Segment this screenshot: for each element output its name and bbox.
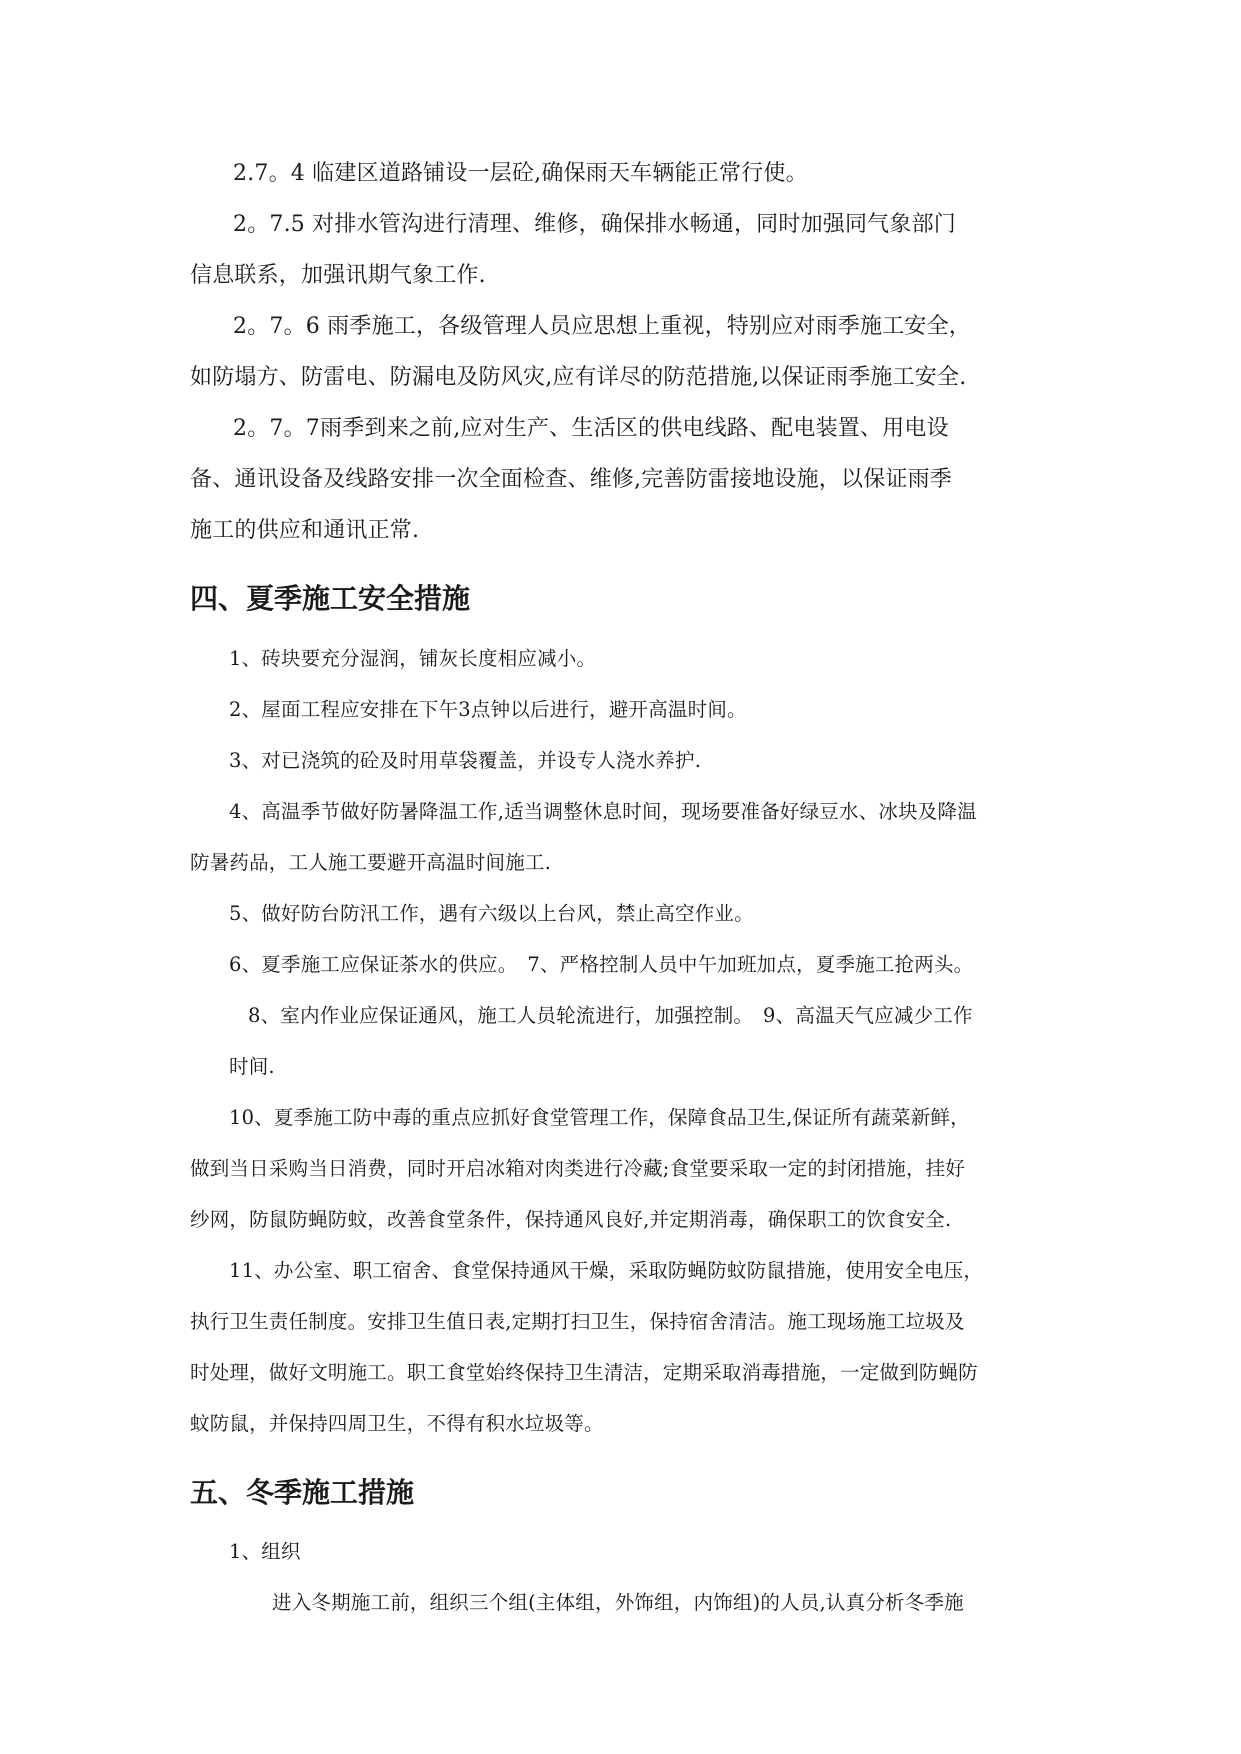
winter-item-1-text: 进入冬期施工前，组织三个组(主体组，外饰组，内饰组)的人员,认真分析冬季施 xyxy=(272,1591,964,1614)
paragraph-2-7-7-line-1: 2。7。7雨季到来之前,应对生产、生活区的供电线路、配电装置、用电设 xyxy=(233,416,949,441)
summer-item-11-line-1: 11、办公室、职工宿舍、食堂保持通风干燥，采取防蝇防蚊防鼠措施，使用安全电压， xyxy=(229,1259,984,1282)
section-heading-winter: 五、冬季施工措施 xyxy=(190,1476,415,1509)
paragraph-2-7-6-line-2: 如防塌方、防雷电、防漏电及防风灾,应有详尽的防范措施,以保证雨季施工安全. xyxy=(190,365,967,390)
summer-item-10-line-3: 纱网，防鼠防蝇防蚊，改善食堂条件，保持通风良好,并定期消毒，确保职工的饮食安全. xyxy=(190,1208,952,1231)
paragraph-2-7-7-line-2: 备、通讯设备及线路安排一次全面检查、维修,完善防雷接地设施，以保证雨季 xyxy=(190,467,952,492)
summer-item-2: 2、屋面工程应安排在下午3点钟以后进行，避开高温时间。 xyxy=(229,698,747,721)
summer-item-6-7: 6、夏季施工应保证茶水的供应。 7、严格控制人员中午加班加点，夏季施工抢两头。 xyxy=(229,953,974,976)
paragraph-2-7-7-line-3: 施工的供应和通讯正常. xyxy=(190,518,420,543)
paragraph-2-7-5-line-2: 信息联系，加强讯期气象工作. xyxy=(190,263,486,288)
section-heading-summer: 四、夏季施工安全措施 xyxy=(190,582,471,615)
summer-item-4-line-2: 防暑药品，工人施工要避开高温时间施工. xyxy=(190,851,551,874)
summer-item-1: 1、砖块要充分湿润，铺灰长度相应减小。 xyxy=(229,647,597,670)
summer-item-10-line-1: 10、夏季施工防中毒的重点应抓好食堂管理工作，保障食品卫生,保证所有蔬菜新鲜， xyxy=(229,1106,970,1129)
winter-item-1-title: 1、组织 xyxy=(229,1540,301,1563)
paragraph-2-7-4: 2.7。4 临建区道路铺设一层砼,确保雨天车辆能正常行使。 xyxy=(233,161,808,186)
summer-item-10-line-2: 做到当日采购当日消费，同时开启冰箱对肉类进行冷藏;食堂要采取一定的封闭措施，挂好 xyxy=(190,1157,966,1180)
summer-item-5: 5、做好防台防汛工作，遇有六级以上台风，禁止高空作业。 xyxy=(229,902,754,925)
summer-item-11-line-3: 时处理，做好文明施工。职工食堂始终保持卫生清洁，定期采取消毒措施，一定做到防蝇防 xyxy=(190,1361,979,1384)
summer-item-11-line-4: 蚊防鼠，并保持四周卫生，不得有积水垃圾等。 xyxy=(190,1412,604,1435)
paragraph-2-7-5-line-1: 2。7.5 对排水管沟进行清理、维修，确保排水畅通，同时加强同气象部门 xyxy=(233,212,956,237)
summer-item-11-line-2: 执行卫生责任制度。安排卫生值日表,定期打扫卫生，保持宿舍清洁。施工现场施工垃圾及 xyxy=(190,1310,965,1333)
summer-item-8-9: 8、室内作业应保证通风，施工人员轮流进行，加强控制。 9、高温天气应减少工作 xyxy=(248,1004,973,1027)
summer-item-4-line-1: 4、高温季节做好防暑降温工作,适当调整休息时间，现场要准备好绿豆水、冰块及降温 xyxy=(229,800,977,823)
summer-item-9-continued: 时间. xyxy=(229,1055,275,1078)
summer-item-3: 3、对已浇筑的砼及时用草袋覆盖，并设专人浇水养护. xyxy=(229,749,702,772)
paragraph-2-7-6-line-1: 2。7。6 雨季施工，各级管理人员应思想上重视，特别应对雨季施工安全， xyxy=(233,314,971,339)
